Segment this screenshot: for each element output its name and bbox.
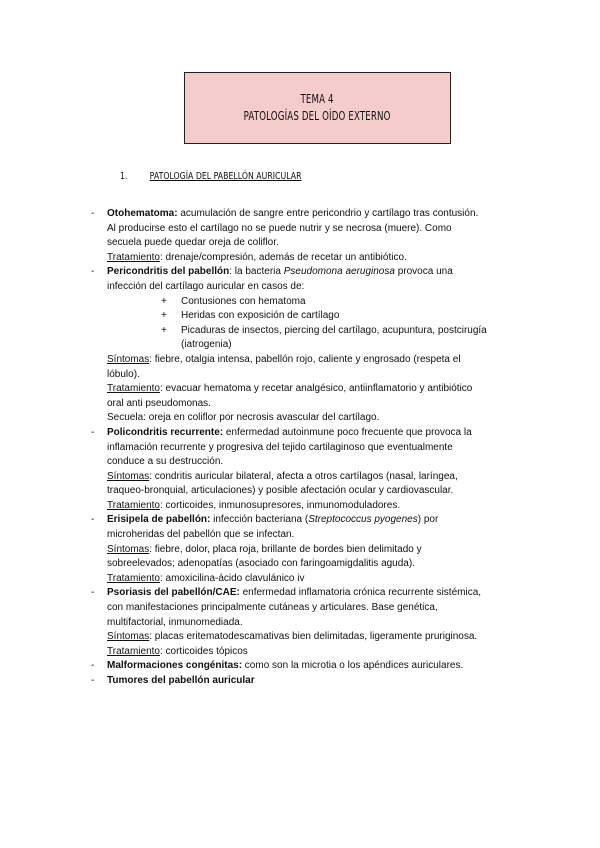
list-item-otohematoma — [0, 207, 600, 222]
treatment-text: : corticoides tópicos — [159, 645, 248, 657]
symptoms-text: : condritis auricular bilateral, afecta a otros cartílagos (nasal, laríngea, — [149, 470, 458, 482]
section-heading — [120, 171, 301, 182]
item-text: enfermedad autoinmune poco frecuente que provoca la — [223, 426, 472, 438]
symptoms-text: traqueo-bronquial, articulaciones) y posible afectación ocular y cardiovascular. — [107, 485, 454, 497]
text-line — [0, 616, 600, 631]
list-marker: - — [91, 587, 95, 599]
sub-list-item — [0, 324, 600, 339]
list-item-psoriasis — [0, 586, 600, 601]
topic-title-box — [184, 72, 451, 144]
text-line — [0, 397, 600, 412]
bacteria-name: Pseudomona aeruginosa — [283, 266, 395, 278]
treatment-label: Tratamiento — [107, 572, 160, 584]
treatment-label: Tratamiento — [107, 383, 160, 395]
treatment-line — [0, 382, 600, 397]
item-title: Pericondritis del pabellón — [107, 266, 230, 278]
treatment-text: oral anti pseudomonas. — [107, 397, 211, 409]
treatment-line — [0, 499, 600, 514]
symptoms-text: sobreelevados; adenopatías (asociado con faringoamigdalitis aguda). — [107, 558, 415, 570]
item-text: provoca una — [394, 266, 453, 278]
treatment-text: : evacuar hematoma y recetar analgésico, antiinflamatorio y antibiótico — [159, 383, 473, 395]
item-text: acumulación de sangre entre pericondrio y cartílago tras contusión. — [177, 208, 479, 219]
item-text: infección del cartílago auricular en casos de: — [107, 280, 305, 292]
treatment-line — [0, 645, 600, 660]
text-line — [0, 557, 600, 572]
symptoms-line — [0, 353, 600, 368]
list-marker: - — [91, 660, 95, 672]
list-marker: - — [91, 208, 95, 219]
sub-list-item — [0, 309, 600, 324]
sub-list-item — [0, 295, 600, 310]
treatment-text: : amoxicilina-ácido clavulánico iv — [159, 572, 305, 584]
item-text: multifactorial, inmunomediada. — [107, 616, 243, 628]
treatment-label: Tratamiento — [107, 251, 160, 263]
symptoms-label: Síntomas — [107, 543, 150, 555]
item-text: microheridas del pabellón que se infectan. — [107, 529, 295, 541]
list-item-erisipela — [0, 513, 600, 528]
item-text: : la bacteria — [229, 266, 284, 278]
sequel-line — [0, 411, 600, 426]
topic-number: TEMA 4 — [300, 92, 335, 106]
text-line — [0, 280, 600, 295]
item-text: enfermedad inflamatoria crónica recurrente sistémica, — [239, 587, 482, 599]
case-text: Picaduras de insectos, piercing del cartílago, acupuntura, postcirugía — [181, 324, 487, 336]
text-line — [0, 455, 600, 470]
case-text: (iatrogenia) — [181, 339, 232, 351]
section-number: 1. — [120, 171, 128, 182]
list-marker: - — [91, 426, 95, 438]
treatment-text: : corticoides, inmunosupresores, inmunomoduladores. — [159, 499, 401, 511]
treatment-label: Tratamiento — [107, 645, 160, 657]
text-line — [0, 441, 600, 456]
item-title: Psoriasis del pabellón/CAE: — [107, 587, 240, 599]
symptoms-label: Síntomas — [107, 353, 150, 365]
case-text: Heridas con exposición de cartílago — [181, 310, 340, 322]
item-title: Otohematoma: — [107, 208, 178, 219]
item-text: infección bacteriana ( — [210, 514, 309, 526]
item-title: Malformaciones congénitas: — [107, 660, 243, 672]
item-text: como son la microtia o los apéndices auriculares. — [242, 660, 464, 672]
text-line — [0, 484, 600, 499]
list-item-tumores — [0, 674, 600, 689]
item-text: inflamación recurrente y progresiva del tejido cartilaginoso que eventualmente — [107, 441, 453, 453]
item-text: Al producirse esto el cartílago no se puede nutrir y se necrosa (muere). Como — [107, 222, 452, 234]
plus-bullet: + — [161, 295, 167, 307]
list-marker: - — [91, 675, 95, 686]
bacteria-name: Streptococcus pyogenes — [308, 514, 418, 526]
case-text: Contusiones con hematoma — [181, 295, 306, 307]
treatment-line — [0, 572, 600, 587]
plus-bullet: + — [161, 310, 167, 322]
symptoms-line — [0, 543, 600, 558]
symptoms-text: : placas eritematodescamativas bien delimitadas, ligeramente pruriginosa. — [149, 631, 478, 643]
text-line — [0, 338, 600, 353]
text-line — [0, 368, 600, 383]
item-title: Tumores del pabellón auricular — [107, 675, 255, 686]
sequel-text: Secuela: oreja en coliflor por necrosis avascular del cartílago. — [107, 412, 380, 424]
symptoms-text: lóbulo). — [107, 368, 140, 380]
list-item-malformaciones — [0, 659, 600, 674]
document-body — [0, 207, 600, 689]
item-text: conduce a su destrucción. — [107, 456, 224, 468]
list-marker: - — [91, 266, 95, 278]
symptoms-line — [0, 470, 600, 485]
text-line — [0, 528, 600, 543]
symptoms-label: Síntomas — [107, 470, 150, 482]
text-line — [0, 222, 600, 237]
symptoms-text: : fiebre, otalgia intensa, pabellón rojo, caliente y engrosado (respeta el — [149, 353, 461, 365]
treatment-label: Tratamiento — [107, 499, 160, 511]
topic-title: PATOLOGÍAS DEL OÍDO EXTERNO — [243, 109, 392, 123]
list-marker: - — [91, 514, 95, 526]
list-item-pericondritis — [0, 265, 600, 280]
treatment-line — [0, 251, 600, 266]
treatment-text: : drenaje/compresión, además de recetar un antibiótico. — [159, 251, 407, 263]
symptoms-label: Síntomas — [107, 631, 150, 643]
item-text: secuela puede quedar oreja de coliflor. — [107, 237, 279, 249]
item-title: Erisipela de pabellón: — [107, 514, 211, 526]
item-text: ) por — [417, 514, 439, 526]
text-line — [0, 601, 600, 616]
list-item-policondritis — [0, 426, 600, 441]
plus-bullet: + — [161, 324, 167, 336]
item-text: con manifestaciones principalmente cutáneas y articulares. Base genética, — [107, 602, 438, 614]
symptoms-line — [0, 630, 600, 645]
text-line — [0, 236, 600, 251]
item-title: Policondritis recurrente: — [107, 426, 224, 438]
symptoms-text: : fiebre, dolor, placa roja, brillante de bordes bien delimitado y — [149, 543, 422, 555]
section-title: PATOLOGÍA DEL PABELLÓN AURICULAR — [149, 171, 302, 182]
